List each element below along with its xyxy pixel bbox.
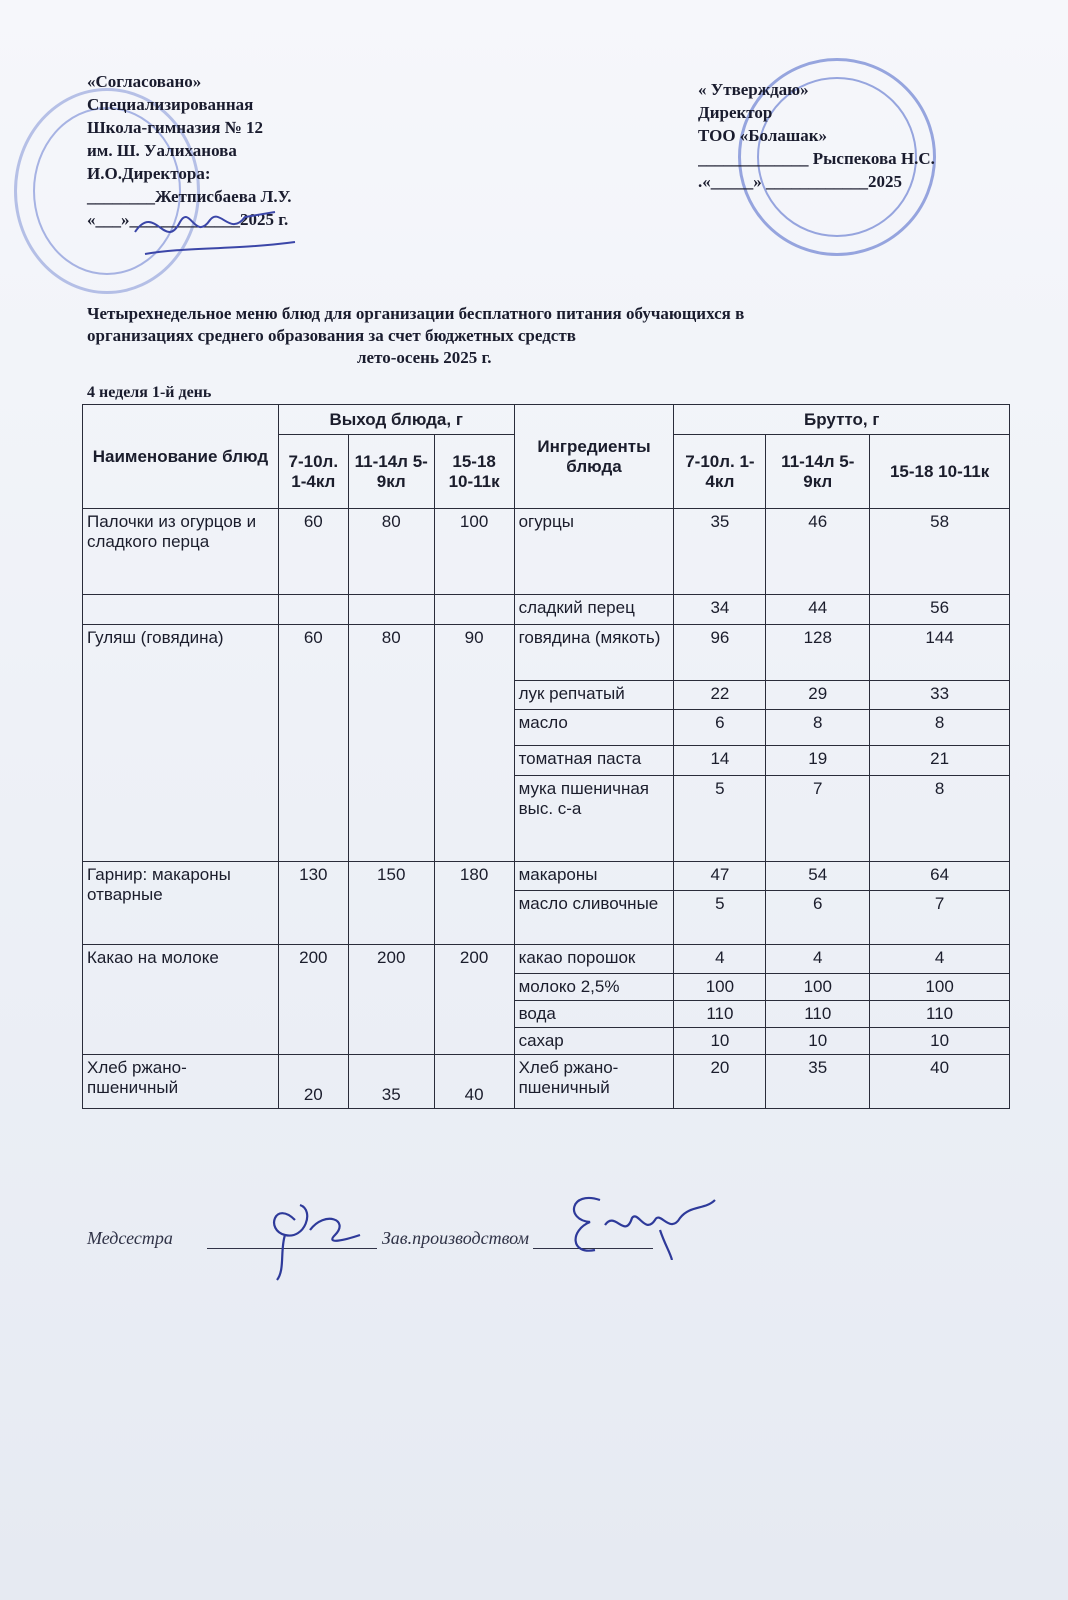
col-brutto: Брутто, г: [674, 405, 1010, 435]
table-row: вода 110 110 110: [83, 1001, 1010, 1028]
col-out-g2: 11-14л 5-9кл: [348, 435, 434, 509]
document-title: Четырехнедельное меню блюд для организации бесплатного питания обучающихся в организациях среднего образования за счет бюджетных средств лето-осень 2025 г.: [87, 304, 745, 367]
col-ingredients: Ингредиенты блюда: [514, 405, 674, 509]
table-row: томатная паста 14 19 21: [83, 746, 1010, 776]
col-br-g1: 7-10л. 1-4кл: [674, 435, 766, 509]
table-row: Гарнир: макароны отварные 130 150 180 макароны 47 54 64: [83, 862, 1010, 891]
table-row: лук репчатый 22 29 33: [83, 681, 1010, 710]
nurse-signature: [255, 1190, 365, 1285]
table-row: мука пшеничная выс. с-а 5 7 8: [83, 776, 1010, 862]
col-output: Выход блюда, г: [278, 405, 514, 435]
table-row: Палочки из огурцов и сладкого перца 60 80 100 огурцы 35 46 58: [83, 509, 1010, 595]
production-signature: [560, 1180, 720, 1260]
table-row: Хлеб ржано-пшеничный 20 35 40 Хлеб ржано-пшеничный 20 35 40: [83, 1055, 1010, 1109]
week-day-label: 4 неделя 1-й день: [87, 384, 212, 401]
col-dish: Наименование блюд: [83, 405, 279, 509]
approval-left: «Согласовано» Специализированная Школа-гимназия № 12 им. Ш. Уалиханова И.О.Директора: ________Жетписбаева Л.У. «___»_____________2025 г.: [87, 72, 292, 229]
col-br-g3: 15-18 10-11к: [870, 435, 1010, 509]
table-row: молоко 2,5% 100 100 100: [83, 974, 1010, 1001]
table-row: Какао на молоке 200 200 200 какао порошок 4 4 4: [83, 945, 1010, 974]
table-row: масло 6 8 8: [83, 710, 1010, 746]
table-row: сладкий перец 34 44 56: [83, 595, 1010, 625]
col-out-g1: 7-10л. 1-4кл: [278, 435, 348, 509]
director-signature: [125, 192, 305, 272]
table-row: масло сливочные 5 6 7: [83, 891, 1010, 945]
approval-right: « Утверждаю» Директор ТОО «Болашак» _____________ Рыспекова Н.С. .«_____» ____________2025: [698, 80, 935, 191]
table-row: сахар 10 10 10: [83, 1028, 1010, 1055]
table-row: Гуляш (говядина) 60 80 90 говядина (мякоть) 96 128 144: [83, 625, 1010, 681]
col-br-g2: 11-14л 5-9кл: [766, 435, 870, 509]
production-label: Зав.производством: [381, 1228, 529, 1248]
col-out-g3: 15-18 10-11к: [434, 435, 514, 509]
nurse-label: Медсестра: [87, 1228, 173, 1248]
menu-table: [82, 404, 1010, 1109]
